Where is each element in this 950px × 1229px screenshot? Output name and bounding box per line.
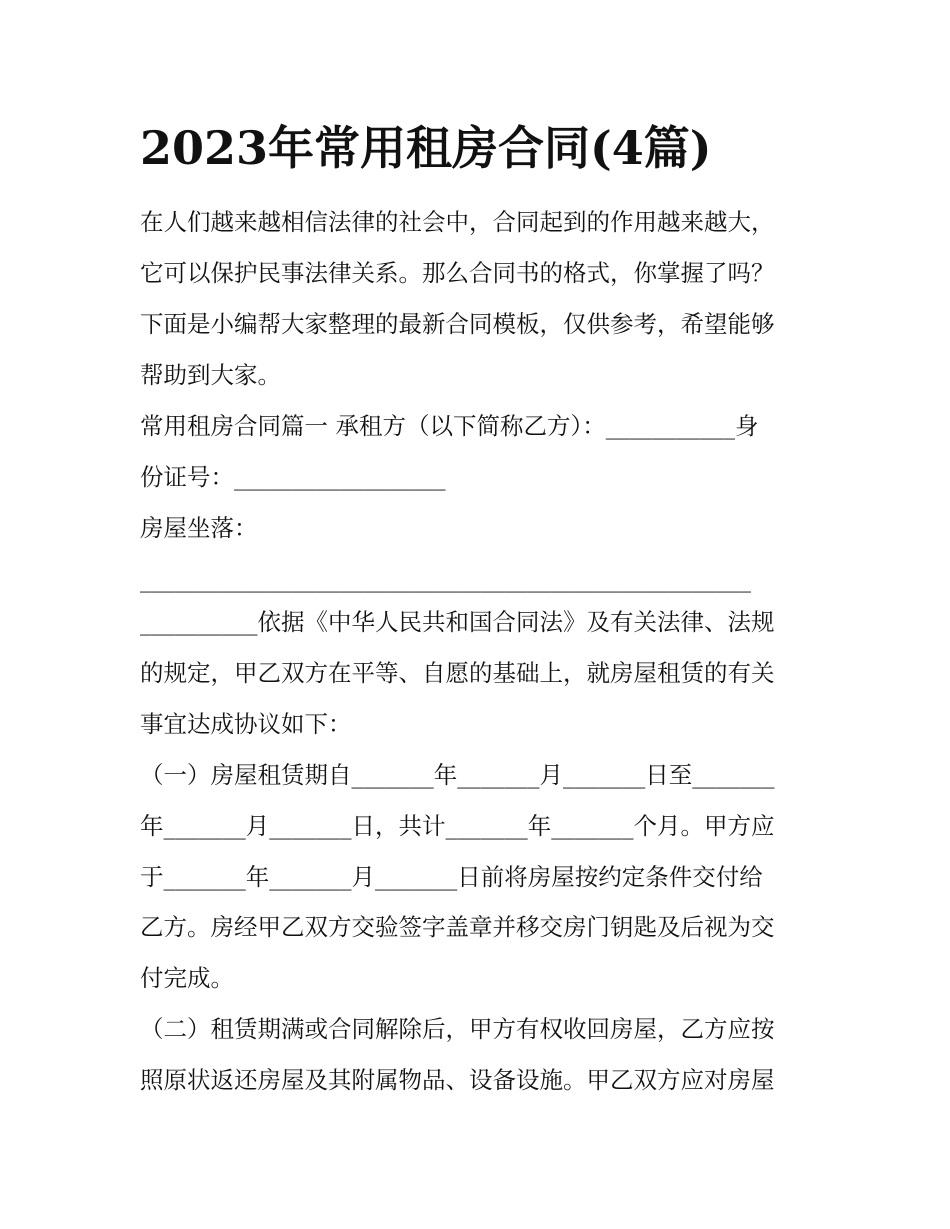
clause-1-line-4: 乙方。房经甲乙双方交验签字盖章并移交房门钥匙及后视为交: [140, 913, 775, 941]
house-location-label: 房屋坐落：: [140, 514, 258, 542]
id-number-line: 份证号：__________________: [140, 463, 446, 491]
house-location-blank: ____________________________________________________: [140, 565, 751, 593]
clause-1-line-1: （一）房屋租赁期自_______年_______月_______日至_______: [140, 761, 775, 789]
contract-heading-line: 常用租房合同篇一 承租方（以下简称乙方）：___________身: [140, 412, 759, 440]
clause-2-line-2: 照原状返还房屋及其附属物品、设备设施。甲乙双方应对房屋: [140, 1066, 775, 1094]
clause-1-line-3: 于_______年_______月_______日前将房屋按约定条件交付给: [140, 863, 763, 891]
clause-1-line-2: 年_______月_______日，共计_______年_______个月。甲方应: [140, 812, 775, 840]
clause-2-line-1: （二）租赁期满或合同解除后，甲方有权收回房屋，乙方应按: [140, 1015, 775, 1043]
clause-1-line-5: 付完成。: [140, 964, 234, 992]
intro-line-3: 下面是小编帮大家整理的最新合同模板，仅供参考，希望能够: [140, 310, 775, 338]
document-title: 2023年常用租房合同(4篇): [140, 121, 712, 175]
basis-line-2: 的规定，甲乙双方在平等、自愿的基础上，就房屋租赁的有关: [140, 659, 775, 687]
intro-line-4: 帮助到大家。: [140, 361, 281, 389]
intro-line-2: 它可以保护民事法律关系。那么合同书的格式，你掌握了吗？: [140, 259, 775, 287]
basis-line-1: __________依据《中华人民共和国合同法》及有关法律、法规: [140, 608, 775, 636]
intro-line-1: 在人们越来越相信法律的社会中，合同起到的作用越来越大，: [140, 208, 775, 236]
basis-line-3: 事宜达成协议如下：: [140, 710, 352, 738]
